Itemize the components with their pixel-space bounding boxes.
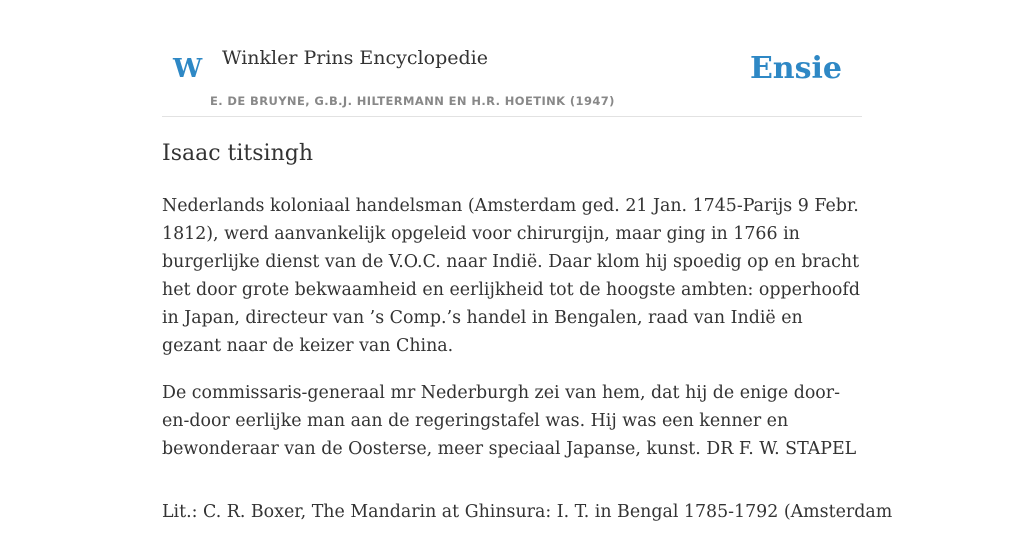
page [162,0,893,522]
article-title: Isaac titsingh [162,141,313,166]
authors-line: E. DE BRUYNE, G.B.J. HILTERMANN EN H.R. HOETINK (1947) [210,94,615,108]
article-paragraph: Nederlands koloniaal handelsman (Amsterdam ged. 21 Jan. 1745-Parijs 9 Febr. 1812), werd aanvankelijk opgeleid voor chirurgijn, maar ging in 1766 in burgerlijke dienst van de V.O.C. naar Indië. Daar klom hij spoedig op en bracht het door grote bekwaamheid en eerlijkheid tot de hoogste ambten: opperhoofd in Japan, directeur van ’s Comp.’s handel in Bengalen, raad van Indië en gezant naar de keizer van China. [162,196,860,356]
site-title[interactable]: Winkler Prins Encyclopedie [222,47,488,69]
literature-reference: Lit.: C. R. Boxer, The Mandarin at Ghinsura: I. T. in Bengal 1785-1792 (Amsterdam [162,502,893,522]
ensie-logo[interactable]: Ensie [749,51,842,86]
site-header [162,0,862,117]
article-body [162,192,893,545]
article-paragraph: De commissaris-generaal mr Nederburgh zei van hem, dat hij de enige door-en-door eerlijke man aan de regeringstafel was. Hij was een kenner en bewonderaar van de Oosterse, meer speciaal Japanse, kunst. DR F. W. STAPEL [162,383,857,459]
winkler-prins-logo-icon[interactable]: W [173,54,203,84]
